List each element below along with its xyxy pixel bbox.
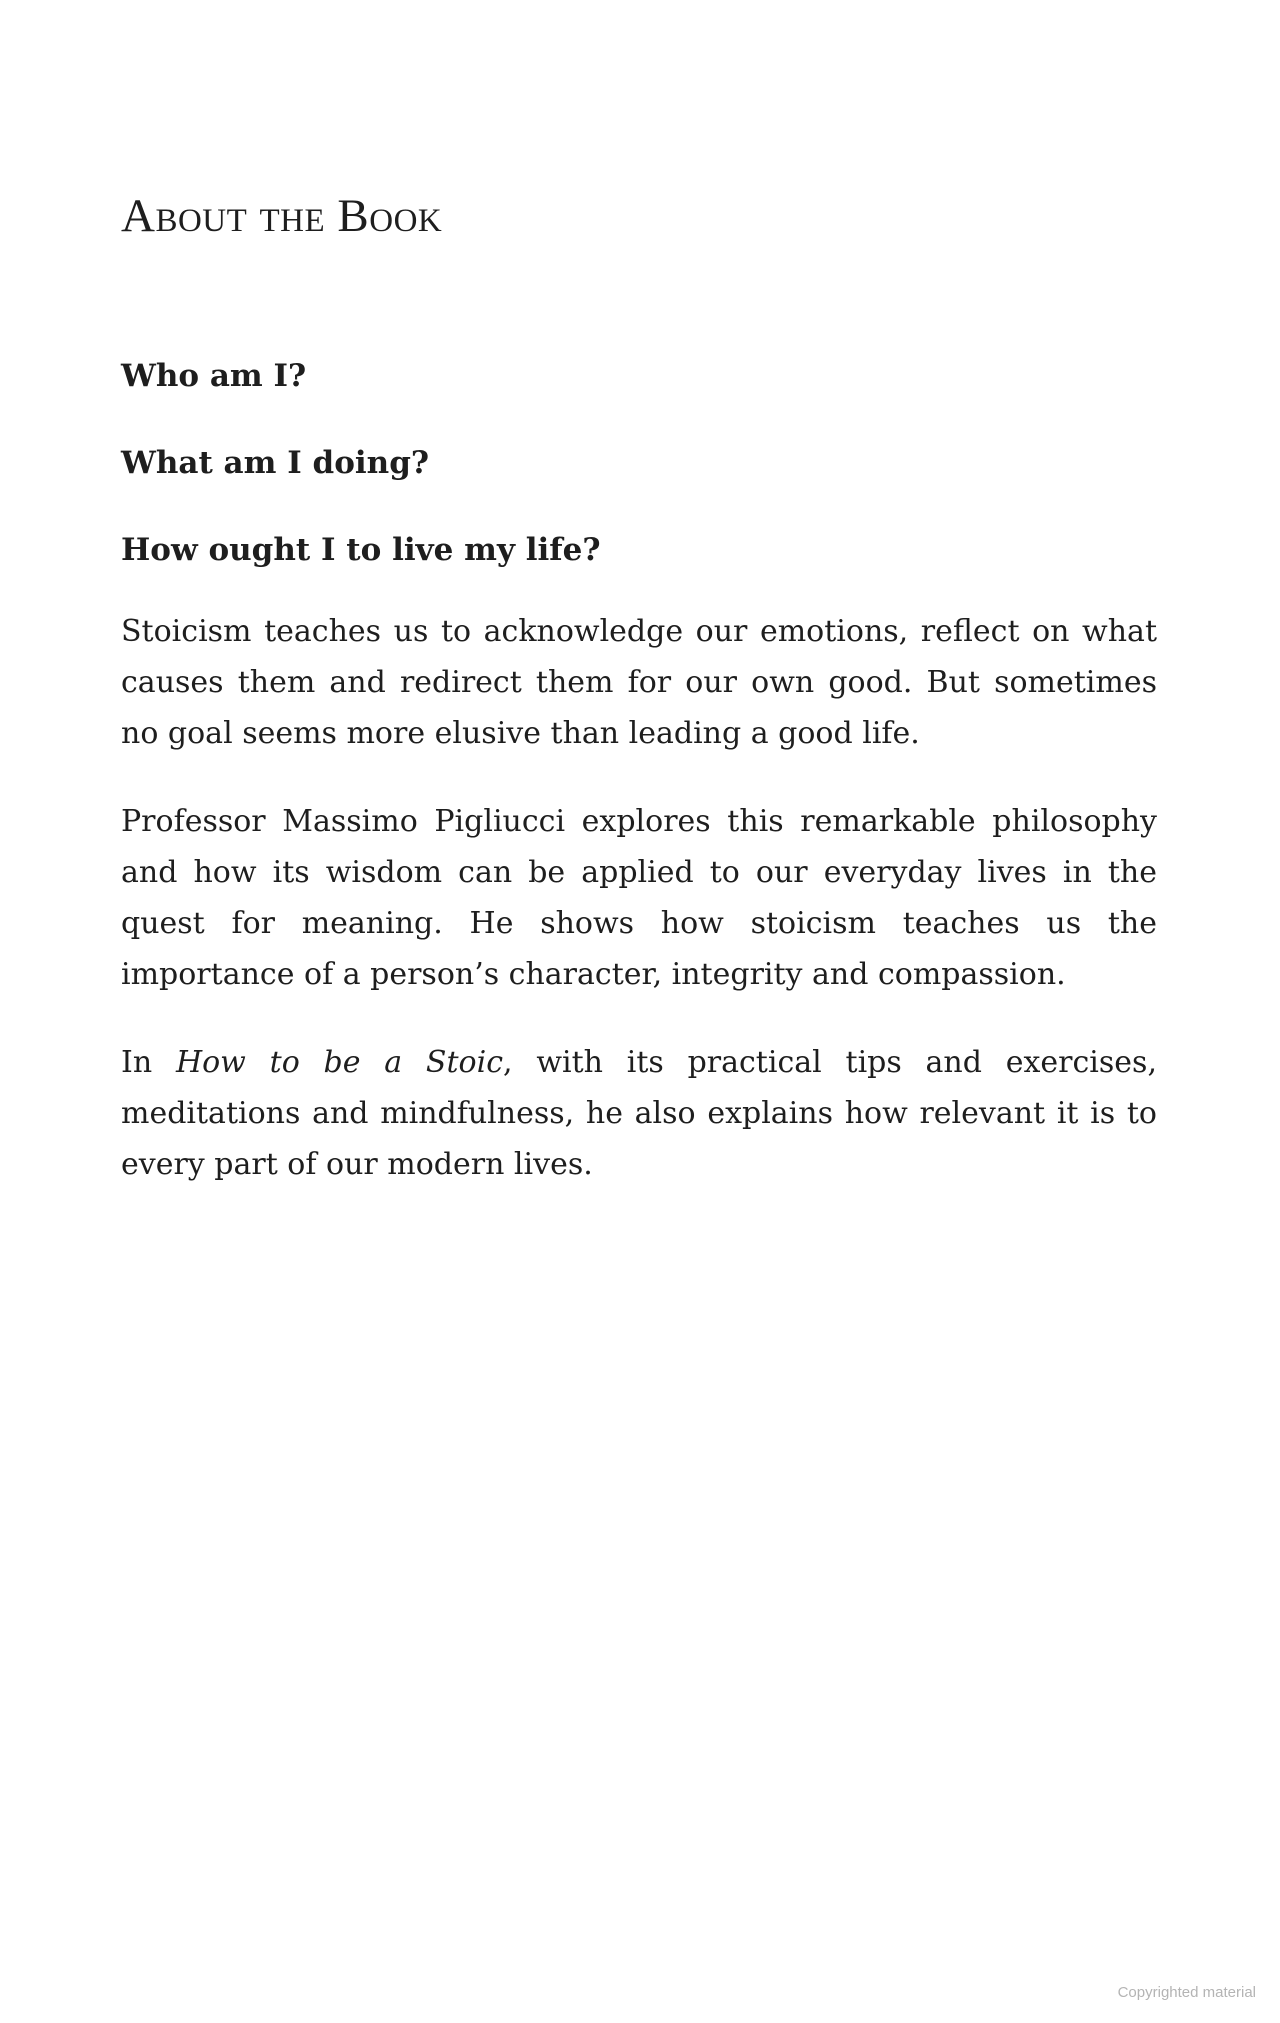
- question-how-to-live: How ought I to live my life?: [121, 532, 601, 568]
- paragraph-suffix: , with its practical tips and exercises, meditations and mindfulness, he also explains how relevant it is to every part of our modern lives.: [121, 1045, 1157, 1182]
- paragraph-professor: Professor Massimo Pigliucci explores this remarkable philosophy and how its wisdom can be applied to our everyday lives in the quest for meaning. He shows how stoicism teaches us the importance of a person’s character, integrity and compassion.: [121, 804, 1157, 992]
- question-what-am-i-doing: What am I doing?: [121, 445, 430, 481]
- page-title: About the Book: [121, 190, 443, 242]
- copyright-notice: Copyrighted material: [1117, 1984, 1256, 2001]
- page-content: [121, 355, 1157, 1227]
- paragraph-book-summary: [121, 1037, 1157, 1190]
- book-title: How to be a Stoic: [175, 1045, 503, 1080]
- question-who-am-i: Who am I?: [121, 358, 307, 394]
- paragraph-stoicism-intro: Stoicism teaches us to acknowledge our emotions, reflect on what causes them and redirect them for our own good. But sometimes no goal seems more elusive than leading a good life.: [121, 614, 1157, 751]
- paragraph-prefix: In: [121, 1045, 176, 1080]
